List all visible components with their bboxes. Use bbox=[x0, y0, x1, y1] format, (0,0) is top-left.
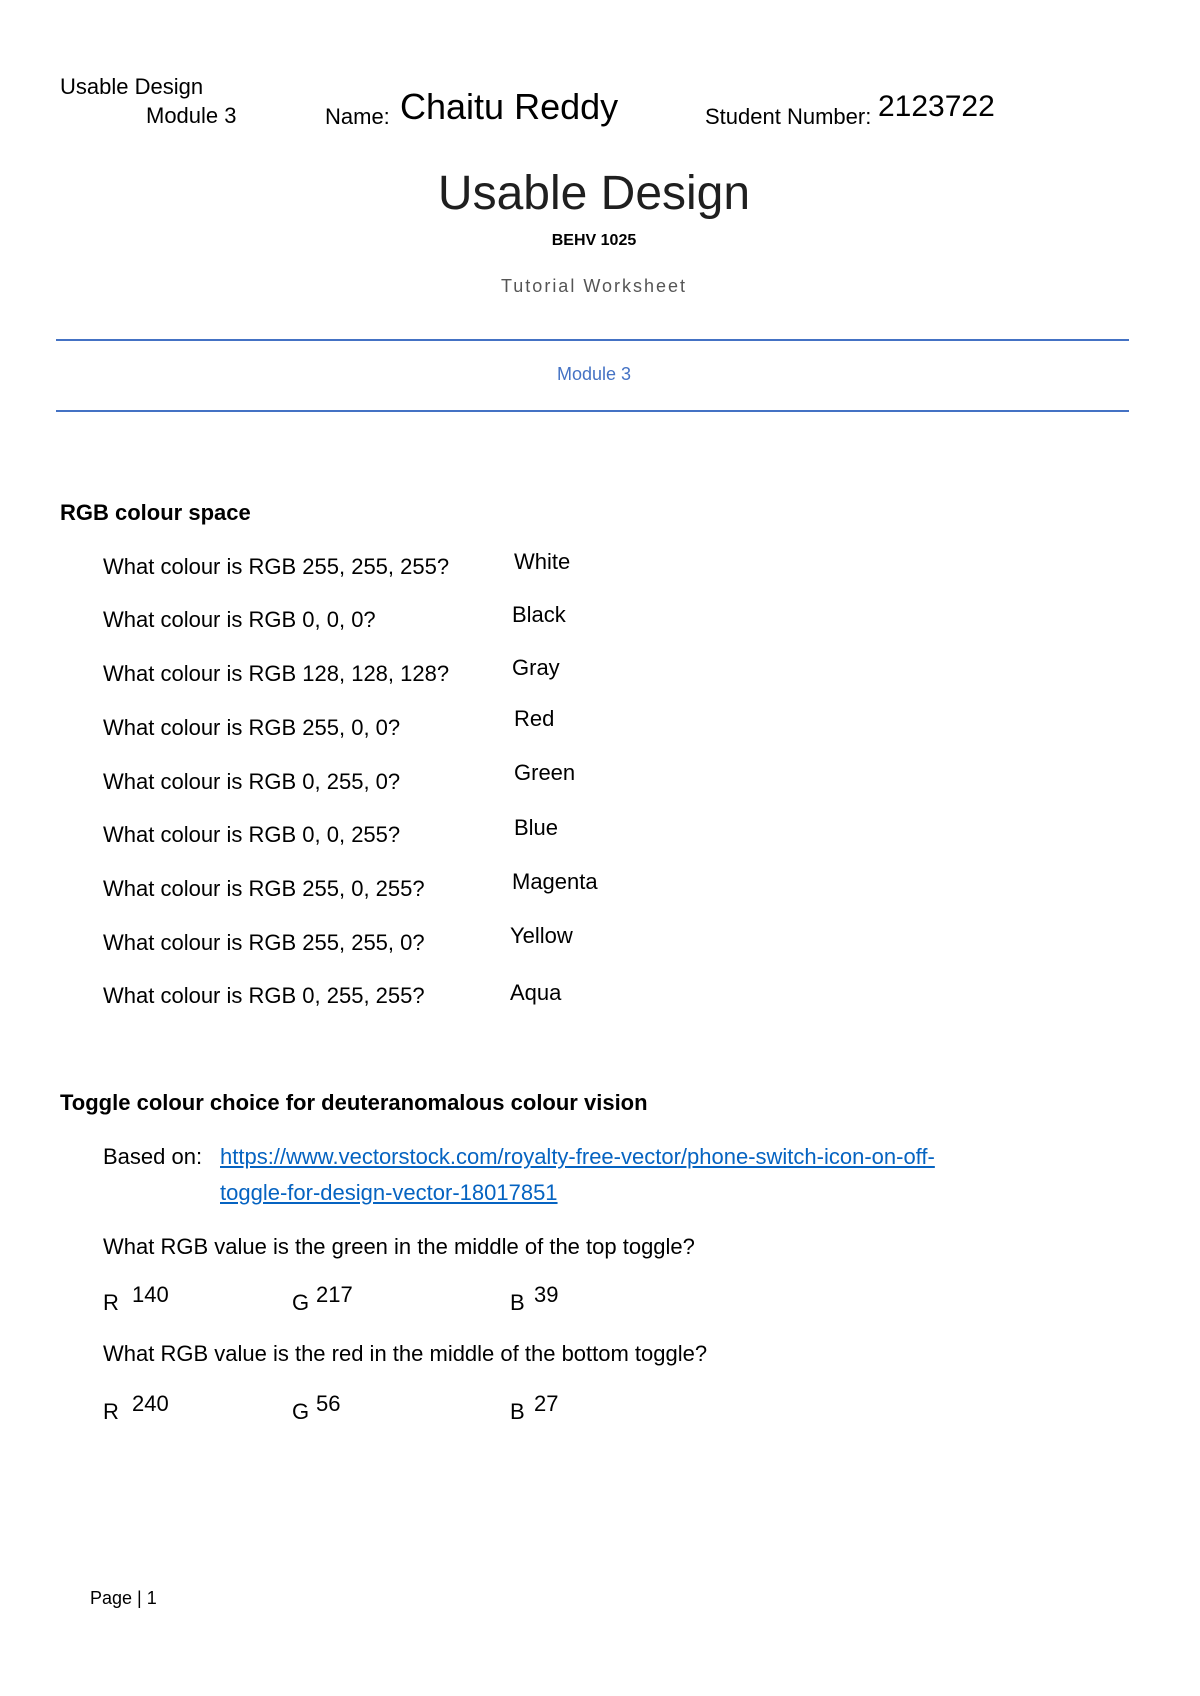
document-title: Usable Design bbox=[437, 167, 751, 220]
student-number-value: 2123722 bbox=[878, 90, 995, 123]
document-subtitle: Tutorial Worksheet bbox=[500, 276, 688, 296]
top-divider bbox=[56, 339, 1129, 341]
answer-text: Aqua bbox=[510, 980, 562, 1005]
based-on-label: Based on: bbox=[103, 1144, 203, 1169]
question-text: What colour is RGB 0, 0, 0? bbox=[103, 607, 376, 632]
question-text: What colour is RGB 0, 255, 0? bbox=[103, 769, 401, 794]
page-number: Page | 1 bbox=[90, 1588, 157, 1608]
b-value: 39 bbox=[534, 1282, 559, 1307]
answer-text: Yellow bbox=[510, 923, 573, 948]
r-value: 140 bbox=[132, 1282, 169, 1307]
green-toggle-question: What RGB value is the green in the middle of the top toggle? bbox=[103, 1234, 695, 1259]
module-band: Module 3 bbox=[556, 364, 632, 384]
question-text: What colour is RGB 0, 255, 255? bbox=[103, 983, 425, 1008]
rgb-section-heading: RGB colour space bbox=[60, 500, 251, 525]
question-text: What colour is RGB 255, 255, 0? bbox=[103, 930, 425, 955]
course-code: BEHV 1025 bbox=[551, 232, 637, 249]
g-label: G bbox=[292, 1290, 310, 1315]
question-text: What colour is RGB 128, 128, 128? bbox=[103, 661, 450, 686]
b-label: B bbox=[510, 1399, 525, 1424]
toggle-section-heading: Toggle colour choice for deuteranomalous colour vision bbox=[60, 1090, 648, 1115]
question-text: What colour is RGB 0, 0, 255? bbox=[103, 822, 401, 847]
g-value: 56 bbox=[316, 1391, 341, 1416]
name-value: Chaitu Reddy bbox=[400, 86, 619, 127]
answer-text: Black bbox=[512, 602, 566, 627]
r-label: R bbox=[103, 1399, 119, 1424]
answer-text: Green bbox=[514, 760, 576, 785]
answer-text: Red bbox=[514, 706, 555, 731]
red-toggle-question: What RGB value is the red in the middle of the bottom toggle? bbox=[103, 1341, 708, 1366]
answer-text: White bbox=[514, 549, 571, 574]
question-text: What colour is RGB 255, 0, 0? bbox=[103, 715, 401, 740]
question-text: What colour is RGB 255, 0, 255? bbox=[103, 876, 425, 901]
g-label: G bbox=[292, 1399, 310, 1424]
vectorstock-link-continued[interactable]: toggle-for-design-vector-18017851 bbox=[220, 1180, 558, 1205]
b-label: B bbox=[510, 1290, 525, 1315]
g-value: 217 bbox=[316, 1282, 353, 1307]
answer-text: Gray bbox=[512, 655, 560, 680]
header-course: Usable Design bbox=[60, 74, 204, 99]
r-label: R bbox=[103, 1290, 119, 1315]
b-value: 27 bbox=[534, 1391, 559, 1416]
bottom-divider bbox=[56, 410, 1129, 412]
student-number-label: Student Number: bbox=[705, 104, 872, 129]
answer-text: Magenta bbox=[512, 869, 598, 894]
question-text: What colour is RGB 255, 255, 255? bbox=[103, 554, 450, 579]
name-label: Name: bbox=[325, 104, 390, 129]
vectorstock-link[interactable]: https://www.vectorstock.com/royalty-free-vector/phone-switch-icon-on-off- bbox=[220, 1144, 935, 1169]
r-value: 240 bbox=[132, 1391, 169, 1416]
header-module: Module 3 bbox=[146, 103, 237, 128]
answer-text: Blue bbox=[514, 815, 559, 840]
